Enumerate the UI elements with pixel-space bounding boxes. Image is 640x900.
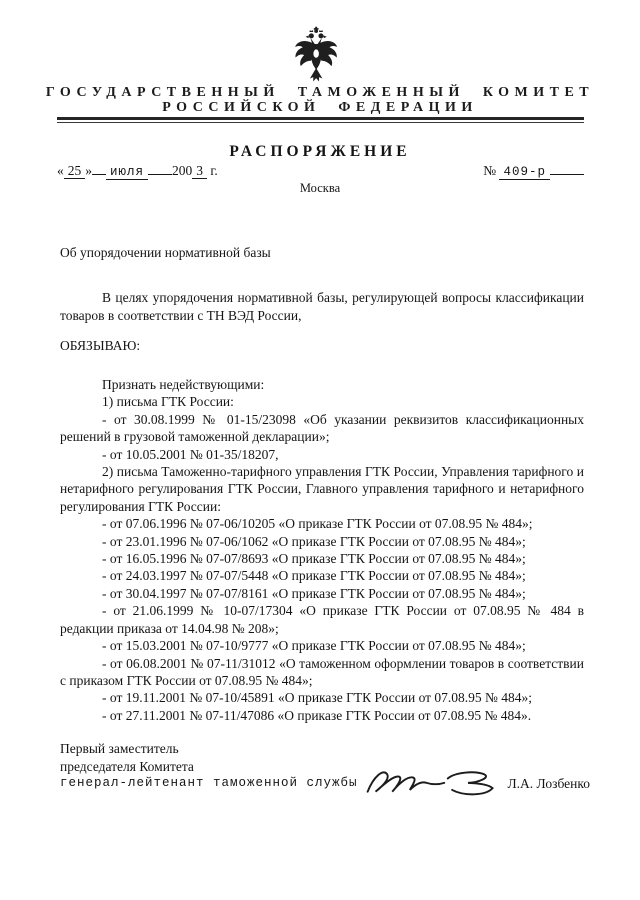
body-paragraph: Признать недействующими: xyxy=(102,377,265,392)
document-type-title: РАСПОРЯЖЕНИЕ xyxy=(229,143,411,160)
body-paragraph: - от 07.06.1996 № 07-06/10205 «О приказе ГТК России от 07.08.95 № 484»; xyxy=(102,516,533,532)
org-name-block xyxy=(0,85,640,115)
number-label: № xyxy=(483,163,497,178)
org-name-line1: ГОСУДАРСТВЕННЫЙ ТАМОЖЕННЫЙ КОМИТЕТ xyxy=(45,85,595,100)
body-paragraph: - от 30.08.1999 № 01-15/23098 «Об указании реквизитов классификационных решений в грузовой таможенной декларации»; xyxy=(60,411,584,445)
date-month: июля xyxy=(106,165,148,180)
number-blank xyxy=(550,162,584,175)
signature-block xyxy=(60,740,590,793)
year-prefix: 200 xyxy=(172,163,193,178)
year-typed-digit: 3 xyxy=(192,163,207,179)
body-paragraph: - от 21.06.1999 № 10-07/17304 «О приказе ГТК России от 07.08.95 № 484 в редакции приказа от 14.04.98 № 208»; xyxy=(60,603,584,636)
signer-post-line2: председателя Комитета xyxy=(60,758,194,774)
date-field xyxy=(57,162,218,179)
document-body xyxy=(60,376,584,724)
body-paragraph: - от 06.08.2001 № 07-11/31012 «О таможенном оформлении товаров в соответствии с приказом ГТК России от 07.08.95 № 484»; xyxy=(60,655,584,688)
body-paragraph: 1) письма ГТК России: xyxy=(102,394,234,410)
signer-post-line1: Первый заместитель xyxy=(60,741,179,756)
org-name-line2: РОССИЙСКОЙ ФЕДЕРАЦИИ xyxy=(162,100,478,115)
number-field xyxy=(483,162,584,179)
body-paragraph: - от 23.01.1996 № 07-06/1062 «О приказе ГТК России от 07.08.95 № 484»; xyxy=(102,533,526,549)
close-quote: » xyxy=(85,163,92,178)
date-blank-1 xyxy=(92,162,106,175)
signer-post-line3: генерал-лейтенант таможенной службы xyxy=(60,776,358,791)
number-value: 409-р xyxy=(499,165,550,180)
body-paragraph: - от 15.03.2001 № 07-10/9777 «О приказе ГТК России от 07.08.95 № 484»; xyxy=(102,638,526,654)
preamble-paragraph: В целях упорядочения нормативной базы, регулирующей вопросы классификации товаров в соответствии с ТН ВЭД России, xyxy=(60,290,584,323)
body-paragraph: - от 24.03.1997 № 07-07/5448 «О приказе ГТК России от 07.08.95 № 484»; xyxy=(102,568,526,584)
double-headed-eagle-emblem xyxy=(292,26,340,86)
signer-name: Л.А. Лозбенко xyxy=(507,776,590,792)
body-paragraph: - от 16.05.1996 № 07-07/8693 «О приказе ГТК России от 07.08.95 № 484»; xyxy=(102,551,526,567)
signature-row xyxy=(60,775,590,793)
body-paragraph: 2) письма Таможенно-тарифного управления ГТК России, Управления тарифного и нетарифного регулирования ГТК России, Главного управления тарифного и нетарифного регулирования ГТК России: xyxy=(60,464,584,514)
date-number-line xyxy=(57,162,584,179)
body-paragraph: - от 19.11.2001 № 07-10/45891 «О приказе ГТК России от 07.08.95 № 484»; xyxy=(102,690,533,706)
body-paragraph: - от 30.04.1997 № 07-07/8161 «О приказе ГТК России от 07.08.95 № 484»; xyxy=(102,585,526,601)
divider-thick-line xyxy=(57,117,584,120)
subject-line: Об упорядочении нормативной базы xyxy=(60,245,271,260)
directive-word: ОБЯЗЫВАЮ: xyxy=(60,338,141,353)
header-divider xyxy=(57,117,584,123)
city-label: Москва xyxy=(299,181,341,195)
open-quote: « xyxy=(57,163,64,178)
date-day: 25 xyxy=(64,163,86,179)
handwritten-signature-icon xyxy=(365,761,497,803)
body-paragraph: - от 10.05.2001 № 01-35/18207, xyxy=(102,446,279,462)
year-unit: г. xyxy=(210,163,218,178)
divider-thin-line xyxy=(57,122,584,123)
date-blank-2 xyxy=(148,162,172,175)
body-paragraph: - от 27.11.2001 № 07-11/47086 «О приказе ГТК России от 07.08.95 № 484». xyxy=(102,707,532,723)
